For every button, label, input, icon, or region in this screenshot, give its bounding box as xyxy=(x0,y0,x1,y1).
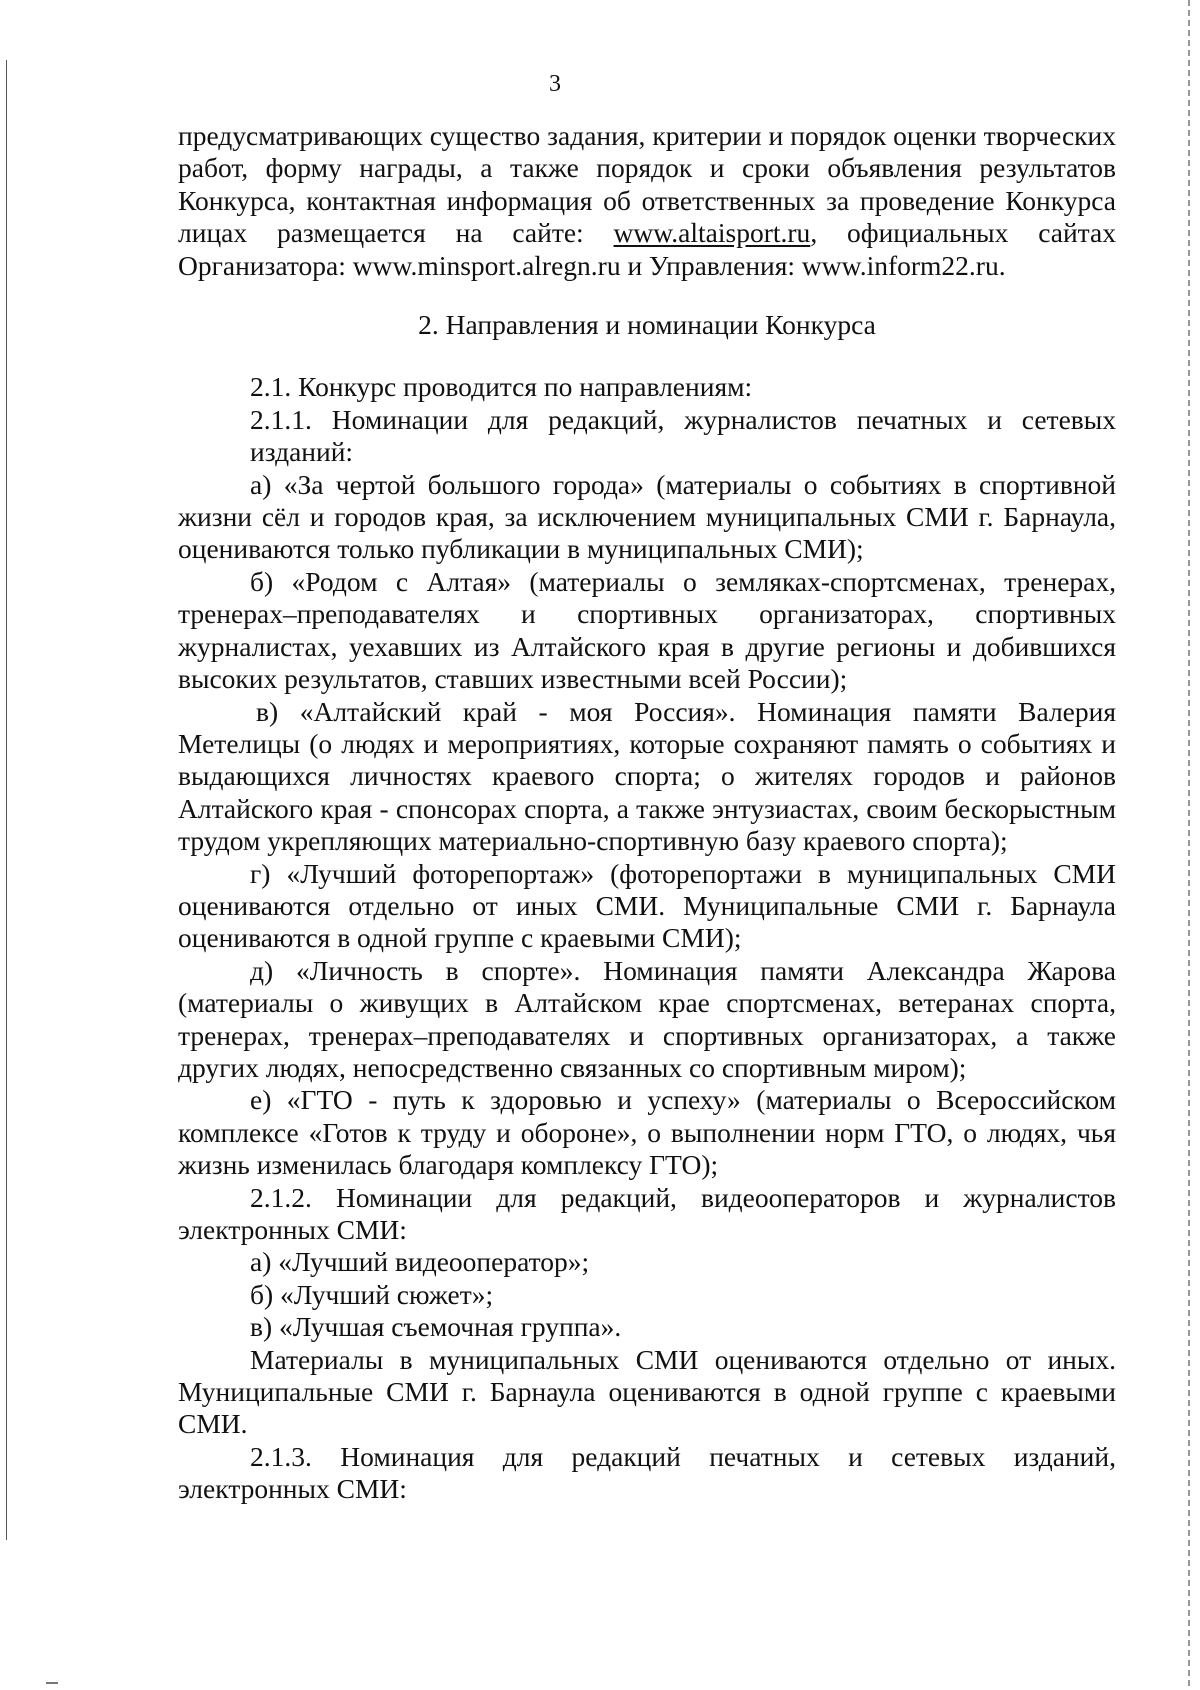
altaisport-link[interactable]: www.altaisport.ru xyxy=(613,217,811,249)
nomination-d: д) «Личность в спорте». Номинация памяти Александра Жарова (материалы о живущих в Алтайском крае спортсменах, ветеранах спорта, тренерах, тренерах–преподавателях и спортивных организаторах, а также других людях, непосредственно связанных со спортивным миром); xyxy=(178,954,1116,1083)
paragraph-2-1-3: 2.1.3. Номинация для редакций печатных и сетевых изданий, электронных СМИ: xyxy=(178,1440,1116,1505)
paragraph-2-1: 2.1. Конкурс проводится по направлениям: xyxy=(250,371,753,403)
municipal-media-note: Материалы в муниципальных СМИ оцениваются отдельно от иных. Муниципальные СМИ г. Барнаула оцениваются в одной группе с краевыми СМИ. xyxy=(178,1343,1116,1440)
electronic-nomination-a: а) «Лучший видеооператор»; xyxy=(250,1246,590,1278)
nomination-a: а) «За чертой большого города» (материалы о событиях в спортивной жизни сёл и городов края, за исключением муниципальных СМИ г. Барнаула, оцениваются только публикации в муниципальных СМИ); xyxy=(178,468,1116,565)
paragraph-2-1-2: 2.1.2. Номинации для редакций, видеооператоров и журналистов электронных СМИ: xyxy=(178,1181,1116,1245)
page-number: 3 xyxy=(549,71,561,97)
intro-paragraph xyxy=(178,120,1116,282)
nomination-b: б) «Родом с Алтая» (материалы о земляках-спортсменах, тренерах, тренерах–преподавателях и спортивных организаторах, спортивных журналистах, уехавших из Алтайского края в другие регионы и добившихся высоких результатов, ставших известными всей России); xyxy=(178,565,1116,695)
nomination-v: в) «Алтайский край - моя Россия». Номинация памяти Валерия Метелицы (о людях и мероприятиях, которые сохраняют память о событиях и выдающихся личностях краевого спорта; о жителях городов и районов Алтайского края - спонсорах спорта, а также энтузиастах, своим бескорыстным трудом укрепляющих материально-спортивную базу краевого спорта); xyxy=(178,695,1116,857)
document-body xyxy=(178,120,1116,1506)
electronic-nomination-b: б) «Лучший сюжет»; xyxy=(250,1278,494,1310)
nomination-g: г) «Лучший фоторепортаж» (фоторепортажи в муниципальных СМИ оцениваются отдельно от иных СМИ. Муниципальные СМИ г. Барнаула оцениваются в одной группе с краевыми СМИ); xyxy=(178,857,1116,954)
scan-edge-right xyxy=(1188,0,1190,1690)
paragraph-2-1-1: 2.1.1. Номинации для редакций, журналистов печатных и сетевых изданий: xyxy=(250,403,1116,468)
nomination-e: е) «ГТО - путь к здоровью и успеху» (материалы о Всероссийском комплексе «Готов к труду и обороне», о выполнении норм ГТО, о людях, чья жизнь изменилась благодаря комплексу ГТО); xyxy=(178,1084,1116,1181)
section-heading: 2. Направления и номинации Конкурса xyxy=(418,309,876,341)
scan-artifact xyxy=(46,1682,58,1684)
intro-text-after-link: , официальных сайтах Организатора: www.minsport.alregn.ru и Управления: www.inform22.ru. xyxy=(178,217,1116,281)
electronic-nomination-v: в) «Лучшая съемочная группа». xyxy=(250,1311,622,1343)
scan-edge-left xyxy=(6,60,7,1540)
intro-text-before-link: предусматривающих существо задания, критерии и порядок оценки творческих работ, форму награды, а также порядок и сроки объявления результатов Конкурса, контактная информация об ответственных за проведение Конкурса лицах размещается на сайте: xyxy=(178,120,1116,249)
